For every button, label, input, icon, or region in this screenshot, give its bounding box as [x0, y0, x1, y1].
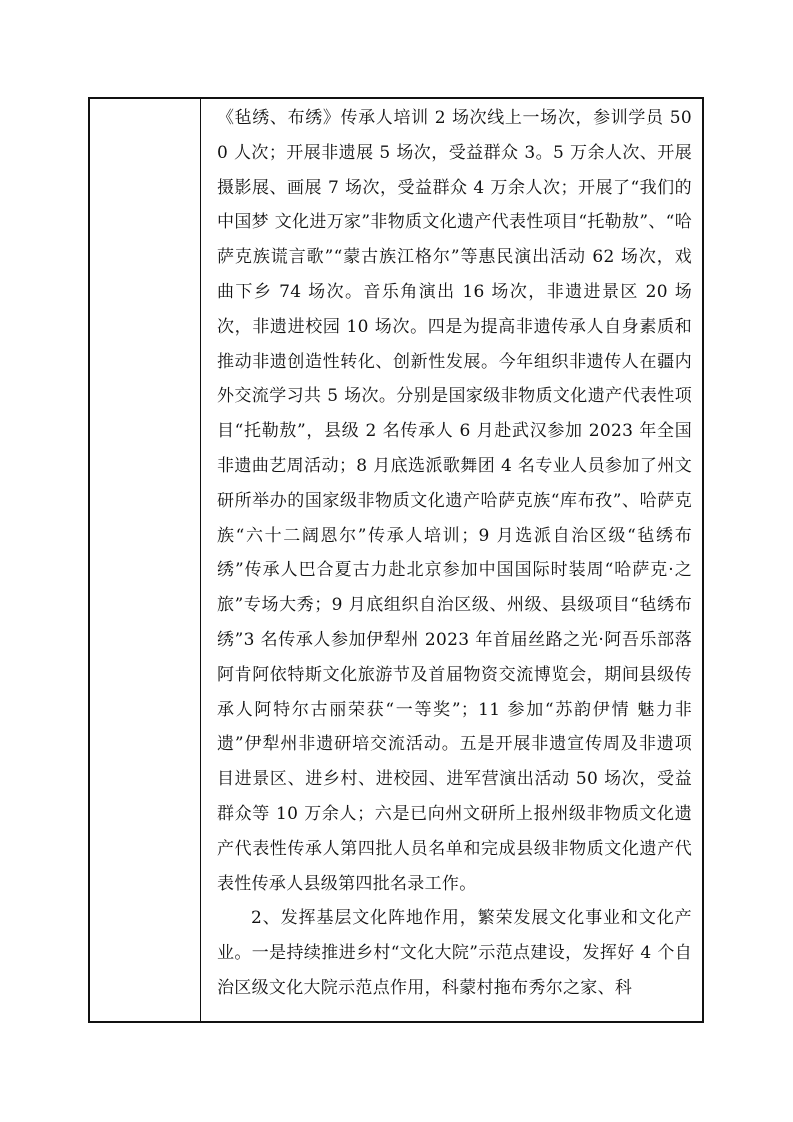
table-left-cell — [90, 99, 201, 1021]
paragraph-heritage-activities: 《毡绣、布绣》传承人培训 2 场次线上一场次，参训学员 500 人次；开展非遗展 5 场次，受益群众 3。5 万余人次、开展摄影展、画展 7 场次，受益群众 4 万余人次；开展了“我们的中国梦 文化进万家”非物质文化遗产代表性项目“托勒敖”、“哈萨克族谎言歌”“蒙古族江格尔”等惠民演出活动 62 场次，戏曲下乡 74 场次。音乐角演出 16 场次，非遗进景区 20 场次，非遗进校园 10 场次。四是为提高非遗传承人自身素质和推动非遗创造性转化、创新性发展。今年组织非遗传人在疆内外交流学习共 5 场次。分别是国家级非物质文化遗产代表性项目“托勒敖”，县级 2 名传承人 6 月赴武汉参加 2023 年全国非遗曲艺周活动；8 月底选派歌舞团 4 名专业人员参加了州文研所举办的国家级非物质文化遗产哈萨克族“库布孜”、哈萨克族“六十二阔恩尔”传承人培训；9 月选派自治区级“毡绣布绣”传承人巴合夏古力赴北京参加中国国际时装周“哈萨克·之旅”专场大秀；9 月底组织自治区级、州级、县级项目“毡绣布绣”3 名传承人参加伊犁州 2023 年首届丝路之光·阿吾乐部落阿肯阿依特斯文化旅游节及首届物资交流博览会，期间县级传承人阿特尔古丽荣获“一等奖”；11 参加“苏韵伊情 魅力非遗”伊犁州非遗研培交流活动。五是开展非遗宣传周及非遗项目进景区、进乡村、进校园、进军营演出活动 50 场次，受益群众等 10 万余人；六是已向州文研所上报州级非物质文化遗产代表性传承人第四批人员名单和完成县级非物质文化遗产代表性传承人县级第四批名录工作。 — [217, 108, 692, 894]
table-content-cell — [201, 99, 702, 1021]
document-table — [88, 97, 704, 1023]
paragraph-grassroots-culture: 2、发挥基层文化阵地作用，繁荣发展文化事业和文化产业。一是持续推进乡村“文化大院”示范点建设，发挥好 4 个自治区级文化大院示范点作用，科蒙村拖布秀尔之家、科 — [217, 908, 692, 998]
